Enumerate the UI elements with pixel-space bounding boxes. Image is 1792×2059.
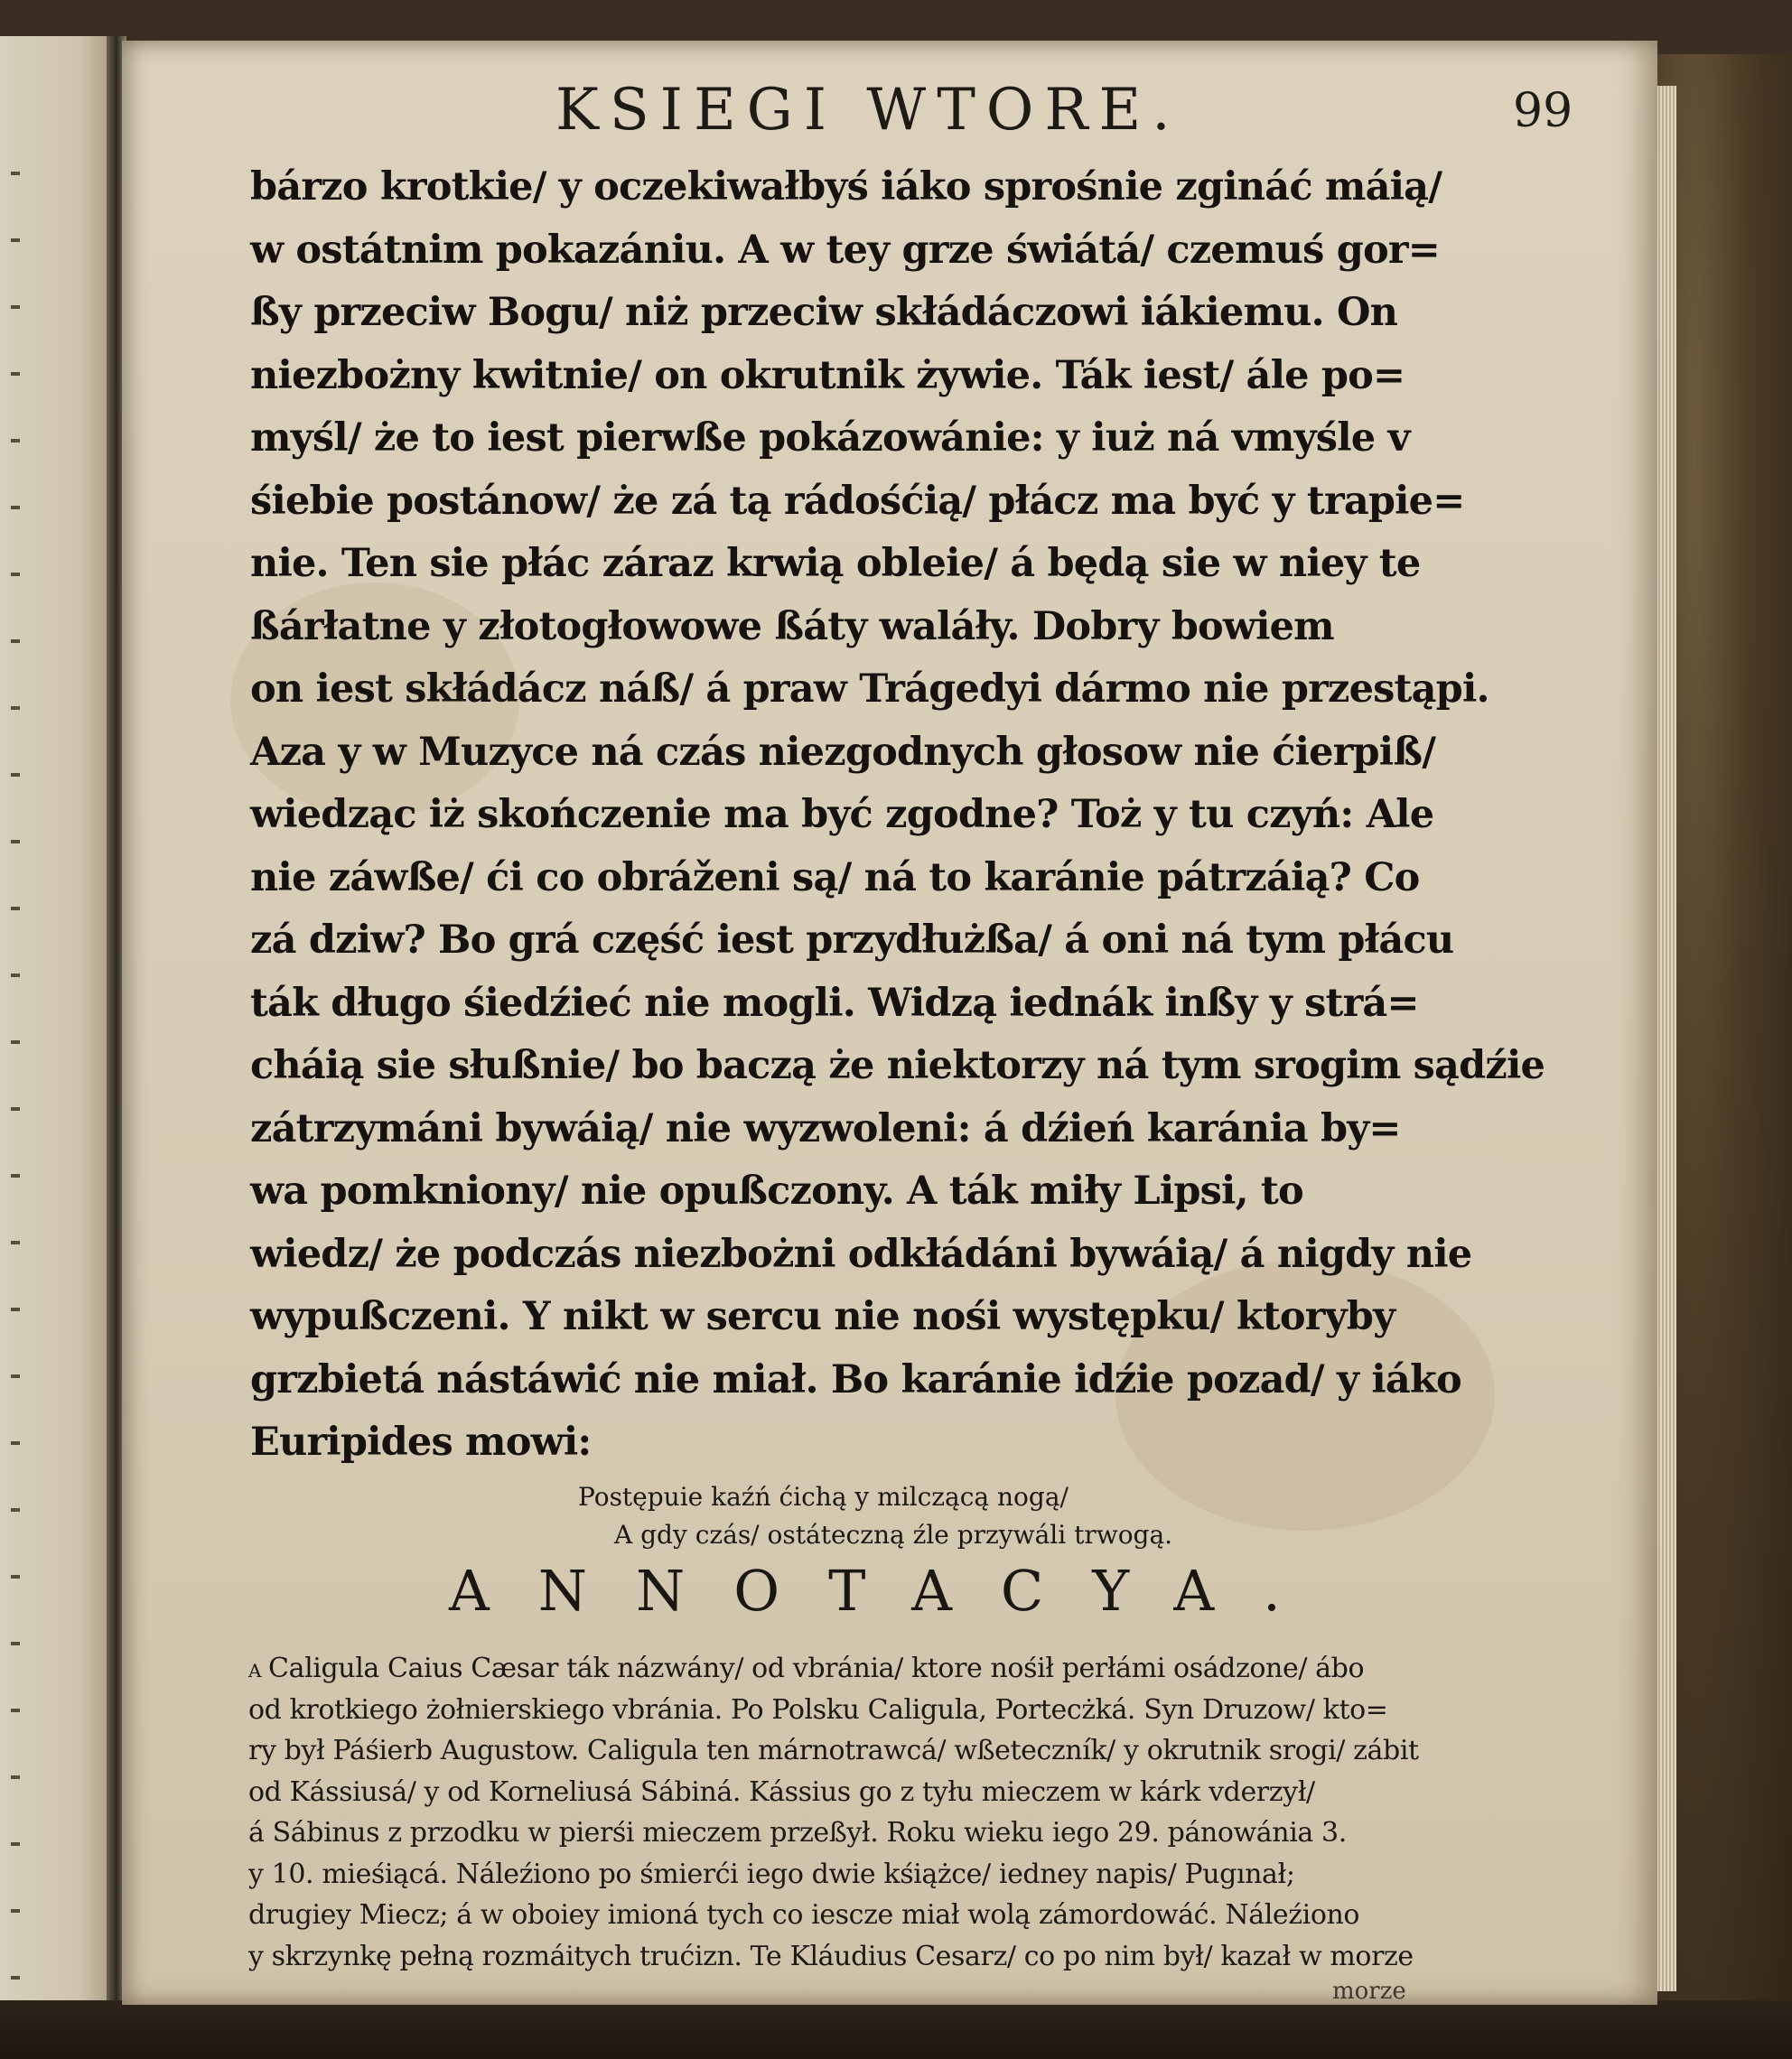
text-line: niezbożny kwitnie/ on okrutnik żywie. Ták iest/ ále po= [250,352,1405,398]
text-line: bárzo krotkie/ y oczekiwałbyś iáko sprośnie zgináć máią/ [250,164,1442,210]
text-line: Euripides mowi: [250,1420,592,1465]
text-line: wiedz/ że podczás niezbożni odkłádáni bywáią/ á nigdy nie [250,1231,1472,1277]
text-line: Aza y w Muzyce ná czás niezgodnych głosow nie ćierpiß/ [250,729,1436,775]
annotation-line: ry był Páśierb Augustow. Caligula ten márnotrawcá/ wßeteczník/ y okrutnik srogi/ zábit [248,1735,1419,1766]
annotation-line: drugiey Miecz; á w oboiey imioná tych co iescze miał wolą zámordowáć. Náleźiono [248,1899,1360,1931]
annotation-line: y skrzynkę pełną rozmáitych trućizn. Te Kláudius Cesarz/ co po nim był/ kazał w morze [248,1940,1414,1972]
page-number: 99 [1513,84,1573,138]
text-line: w ostátnim pokazániu. A w tey grze świátá/ czemuś gor= [250,227,1440,273]
catchword: morze [1332,1978,1406,2005]
verse-line: Postępuie kaźń ćichą y milczącą nogą/ [578,1482,1069,1512]
text-line: wa pomkniony/ nie opußczony. A ták miły Lipsi, to [250,1169,1303,1214]
text-line: ták długo śiedźieć nie mogli. Widzą iednák inßy y strá= [250,980,1419,1026]
text-line: cháią sie słußnie/ bo baczą że niektorzy ná tym srogim sądźie [250,1043,1545,1088]
left-page-marks [11,172,29,2043]
annotation-marker: A [248,1660,262,1682]
verse-quote [578,1478,1481,1554]
text-line: nie záwße/ ći co obráženi są/ ná to karánie pátrzáią? Co [250,854,1420,900]
annotation-line: A Caligula Caius Cæsar ták názwány/ od vbránia/ ktore nośił perłámi osádzone/ ábo [248,1653,1365,1684]
annotation-block [248,1648,1594,1977]
annotation-line: á Sábinus z przodku w pierśi mieczem przeßył. Roku wieku iego 29. pánowánia 3. [248,1817,1347,1849]
annotation-line: y 10. mieśiącá. Náleźiono po śmierći iego dwie kśiążce/ iedney napis/ Pugınał; [248,1858,1295,1890]
text-line: nie. Ten sie płác záraz krwią obleie/ á będą sie w niey te [250,541,1421,586]
verse-line: A gdy czás/ ostáteczną źle przywáli trwogą. [614,1520,1173,1550]
section-heading: ANNOTACYA. [449,1558,1330,1624]
text-line: wiedząc iż skończenie ma być zgodne? Toż y tu czyń: Ale [250,792,1434,837]
text-line: ßárłatne y złotogłowowe ßáty waláły. Dobry bowiem [250,603,1334,649]
text-line: on iest skłádácz náß/ á praw Trágedyi dármo nie przestąpi. [250,666,1489,712]
text-line: myśl/ że to iest pierwße pokázowánie: y iuż ná vmyśle v [250,415,1410,461]
left-page-edge [0,36,113,2000]
text-line: zátrzymáni bywáią/ nie wyzwoleni: á dźień karánia by= [250,1105,1401,1151]
text-line: śiebie postánow/ że zá tą rádośćią/ płácz ma być y trapie= [250,478,1465,524]
annotation-line: od Kássiusá/ y od Korneliusá Sábiná. Kássius go z tyłu mieczem w kárk vderzył/ [248,1775,1315,1808]
text-line: zá dziw? Bo grá część iest przydłużßa/ á oni ná tym płácu [250,918,1454,963]
text-line: grzbietá nástáwić nie miał. Bo karánie idźie pozad/ y iáko [250,1356,1461,1402]
running-header [122,77,1657,149]
running-title: KSIEGI WTORE. [555,77,1181,144]
annotation-line: od krotkiego żołnierskiego vbránia. Po Polsku Caligula, Portecżká. Syn Druzow/ kto= [248,1693,1388,1726]
text-line: wypußczeni. Y nikt w sercu nie nośi występku/ ktoryby [250,1294,1395,1339]
main-text [250,156,1578,1475]
book-page [122,41,1657,2005]
text-line: ßy przeciw Bogu/ niż przeciw skłádáczowi iákiemu. On [250,290,1398,335]
book-cover-bottom [0,2000,1792,2059]
